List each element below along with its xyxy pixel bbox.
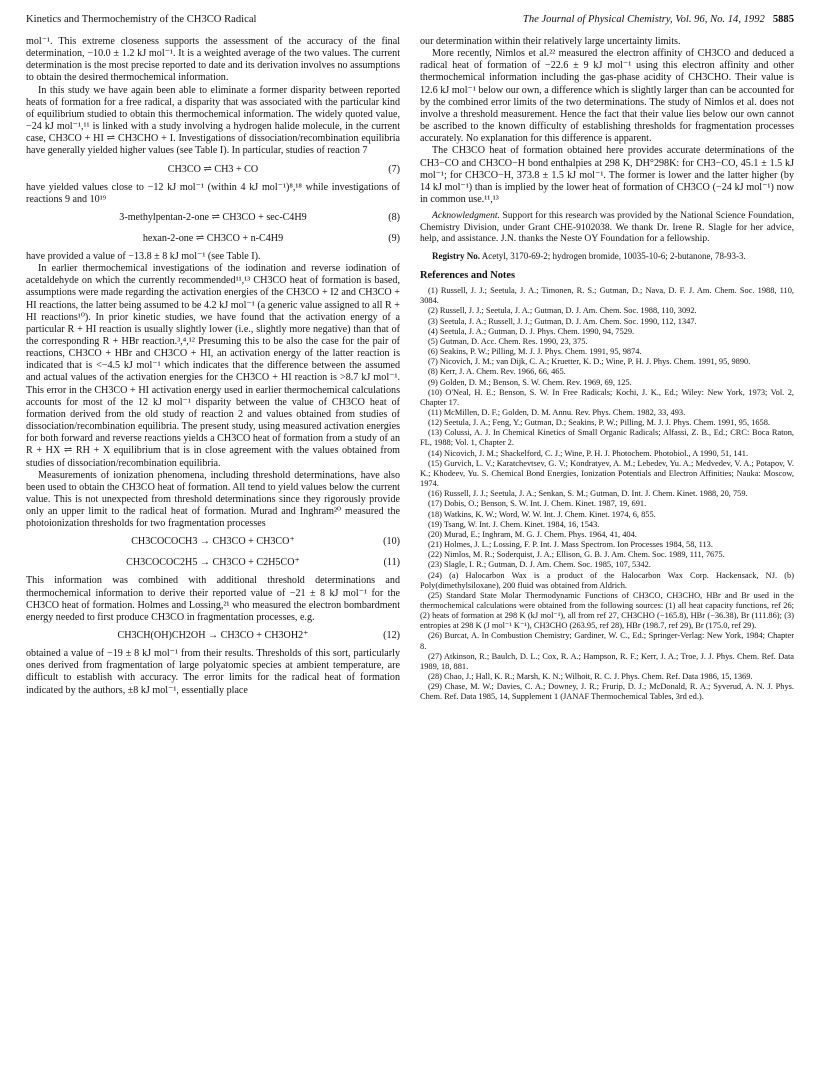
references-heading: References and Notes — [420, 269, 516, 281]
reference-item: (10) O'Neal, H. E.; Benson, S. W. In Free Radicals; Kochi, J. K., Ed.; Wiley: New York, 1973; Vol. 2, Chapter 17. — [420, 387, 794, 407]
equation-expression: 3-methylpentan-2-one ⇌ CH3CO + sec-C4H9 — [119, 211, 307, 223]
paragraph: have provided a value of −13.8 ± 8 kJ mol⁻¹ (see Table I). — [26, 250, 261, 262]
equation-number: (11) — [383, 557, 400, 569]
acknowledgment-text: Support for this research was provided by the National Science Foundation, Chemistry Division, under Grant CHE-9102038. We thank Dr. Irene R. Slagle for her advice, help, and assistance. J.N. thanks the Neste OY Foundation for a fellowship. — [420, 210, 794, 245]
reference-item: (3) Seetula, J. A.; Russell, J. J.; Gutman, D. J. Am. Chem. Soc. 1990, 112, 1347. — [428, 316, 697, 326]
reference-item: (23) Slagle, I. R.; Gutman, D. J. Am. Chem. Soc. 1985, 107, 5342. — [428, 560, 651, 570]
reference-item: (6) Seakins, P. W.; Pilling, M. J. J. Phys. Chem. 1991, 95, 9874. — [428, 347, 642, 357]
reference-item: (12) Seetula, J. A.; Feng, Y.; Gutman, D.; Seakins, P. W.; Pilling, M. J. J. Phys. Chem. 1991, 95, 1658. — [428, 418, 770, 428]
journal-citation — [523, 12, 794, 28]
reference-item: (17) Dobis, O.; Benson, S. W. Int. J. Chem. Kinet. 1987, 19, 691. — [428, 499, 647, 509]
reference-item: (18) Watkins, K. W.; Word, W. W. Int. J. Chem. Kinet. 1974, 6, 855. — [428, 509, 656, 519]
equation-expression: hexan-2-one ⇌ CH3CO + n-C4H9 — [142, 232, 284, 244]
equation-expression: CH3CH(OH)CH2OH → CH3CO + CH3OH2⁺ — [117, 630, 309, 642]
equation-12 — [26, 627, 400, 645]
reference-item: (15) Gurvich, L. V.; Karatchevtsev, G. V.; Kondratyev, A. M.; Lebedev, Yu. A.; Medvedev, V. A.; Potapov, V. K.; Khodeev, Yu. S. Chemical Bond Energies, Ionization Potentials and Electron Affinities; Nauka: Moscow, 1974. — [420, 458, 794, 489]
reference-item: (14) Nicovich, J. M.; Shackelford, C. J.; Wine, P. H. J. Photochem. Photobiol., A 1990, 51, 141. — [428, 448, 749, 458]
reference-item: (2) Russell, J. J.; Seetula, J. A.; Gutman, D. J. Am. Chem. Soc. 1988, 110, 3092. — [428, 306, 697, 316]
equation-8 — [26, 209, 400, 227]
paragraph: mol⁻¹. This extreme closeness supports the assessment of the accuracy of the final determination, −10.0 ± 1.2 kJ mol⁻¹. It is a weighted average of the two values. The current determination is the most precise reported to date and its derivation involves no assumptions to obtain the desired thermochemical information. — [26, 36, 400, 84]
equation-number: (10) — [383, 536, 400, 548]
acknowledgment-label: Acknowledgment. — [432, 210, 500, 222]
equation-number: (12) — [383, 630, 400, 642]
equation-expression: CH3COCOC2H5 → CH3CO + C2H5CO⁺ — [126, 557, 300, 569]
paragraph: More recently, Nimlos et al.²² measured the electron affinity of CH3CO and deduced a radical heat of formation of −22.6 ± 9 kJ mol⁻¹ using this electron affinity and other thermochemical information including the gas-phase acidity of CH3CHO. Their value is 12.6 kJ mol⁻¹ below our own, a difference which is slightly larger than can be accounted for by the combined error limits of the two determinations. The study of Nimlos et al. does not involve a threshold measurement. Hence the fact that their value lies below our own cannot be ascribed to the known difficulty of establishing thresholds for fragmentation processes accurately. No explanation for this difference is apparent. — [420, 48, 794, 145]
reference-item: (1) Russell, J. J.; Seetula, J. A.; Timonen, R. S.; Gutman, D.; Nava, D. F. J. Am. Chem. Soc. 1988, 110, 3084. — [420, 286, 794, 306]
reference-item: (7) Nicovich, J. M.; van Dijk, C. A.; Kruetter, K. D.; Wine, P. H. J. Phys. Chem. 1991, 95, 9890. — [428, 357, 751, 367]
paragraph: obtained a value of −19 ± 8 kJ mol⁻¹ from their results. Thresholds of this sort, particularly ones derived from fragmentation of large polyatomic species at ambient temperature, are difficult to establish with accuracy. The error limits for the radical heat of formation indicated by the authors, ±8 kJ mol⁻¹, essentially place — [26, 648, 400, 696]
reference-list — [420, 286, 794, 702]
registry-text: Acetyl, 3170-69-2; hydrogen bromide, 10035-10-6; 2-butanone, 78-93-3. — [480, 250, 746, 261]
reference-item: (29) Chase, M. W.; Davies, C. A.; Downey, J. R.; Frurip, D. J.; McDonald, R. A.; Syverud, A. N. J. Phys. Chem. Ref. Data 1985, 14, Supplement 1 (JANAF Thermochemical Tables, 3rd ed.). — [420, 682, 794, 702]
equation-10 — [26, 533, 400, 551]
reference-item: (9) Golden, D. M.; Benson, S. W. Chem. Rev. 1969, 69, 125. — [428, 377, 632, 387]
equation-expression: CH3CO ⇌ CH3 + CO — [167, 163, 259, 175]
paragraph: have yielded values close to −12 kJ mol⁻¹ (within 4 kJ mol⁻¹)⁸,¹⁸ while investigations of reactions 9 and 10¹⁹ — [26, 181, 400, 205]
acknowledgment — [420, 210, 794, 245]
reference-item: (20) Murad, E.; Inghram, M. G. J. Chem. Phys. 1964, 41, 404. — [428, 529, 637, 539]
reference-item: (19) Tsang, W. Int. J. Chem. Kinet. 1984, 16, 1543. — [428, 519, 600, 529]
registry-numbers — [420, 251, 794, 262]
equation-number: (9) — [388, 232, 400, 244]
reference-item: (8) Kerr, J. A. Chem. Rev. 1966, 66, 465. — [428, 367, 566, 377]
reference-item: (21) Holmes, J. L.; Lossing, F. P. Int. J. Mass Spectrom. Ion Processes 1984, 58, 113. — [428, 540, 713, 550]
equation-7 — [26, 161, 400, 179]
equation-9 — [26, 230, 400, 248]
running-header — [26, 12, 794, 28]
paragraph: The CH3CO heat of formation obtained here provides accurate determinations of the CH3−CO and CH3CO−H bond enthalpies at 298 K, DH°298K: for CH3−CO, 45.1 ± 1.5 kJ mol⁻¹; for CH3CO−H, 373.8 ± 1.5 kJ mol⁻¹. The former is lower and the latter higher (by 14 kJ mol⁻¹) than is implied by the lower heat of formation of CH3CO (−24 kJ mol⁻¹) now in common use.¹¹,¹³ — [420, 145, 794, 206]
reference-item: (13) Colussi, A. J. In Chemical Kinetics of Small Organic Radicals; Alfassi, Z. B., Ed.; CRC: Boca Raton, FL, 1988; Vol. 1, Chapter 2. — [420, 428, 794, 448]
reference-item: (24) (a) Halocarbon Wax is a product of the Halocarbon Wax Corp. Hackensack, NJ. (b) Poly(dimethylsiloxane), 200 fluid was obtained from Aldrich. — [420, 570, 794, 590]
paragraph: This information was combined with additional threshold determinations and thermochemical information to derive their reported value of −21 ± 8 kJ mol⁻¹ for the CH3CO heat of formation. Holmes and Lossing,²¹ who measured the electron bombardment energy needed to first produce CH3CO in fragmentation processes, e.g. — [26, 575, 400, 623]
paragraph: In this study we have again been able to eliminate a former disparity between reported heats of formation for a free radical, a disparity that was associated with the particular kind of equilibrium studied to obtain this thermochemical information. The widely quoted value, −24 kJ mol⁻¹,¹¹ is linked with a study involving a hydrogen halide molecule, in the current case, CH3CO + HI ⇌ CH3CHO + I. Investigations of dissociation/recombination equilibria have generally yielded higher values (see Table I). In particular, studies of reaction 7 — [26, 84, 400, 157]
reference-item: (26) Burcat, A. In Combustion Chemistry; Gardiner, W. C., Ed.; Springer-Verlag: New York, 1984; Chapter 8. — [420, 631, 794, 651]
page-number: 5885 — [772, 14, 794, 25]
paragraph: In earlier thermochemical investigations of the iodination and reverse iodination of acetaldehyde on which the currently recommended¹¹,¹³ CH3CO heat of formation is based, assumptions were made regarding the activation energies of the CH3CO + I2 and CH3CO + HI reactions, the latter being assumed to be 4.2 kJ mol⁻¹ (a generic value assigned to all R + HI reactions¹⁰). In prior kinetic studies, we have found that the activation energy of a particular R + HI reaction is usually slightly lower (i.e., slightly more negative) than that of the corresponding R + HBr reaction.³,⁴,¹² Presuming this to be also the case for the pair of reactions, CH3CO + HBr and CH3CO + HI, an activation energy of the latter reaction is indicated that is <−4.5 kJ mol⁻¹ which indicates that the difference between the assumed and actual values of the activation energies for the CH3CO + HI reaction is >8.7 kJ mol⁻¹. This error in the CH3CO + HI activation energy used in earlier thermochemical calculations accounts for most of the 12 kJ mol⁻¹ disparity between the value of CH3CO heat of formation derived from the old study of reaction 2 and values obtained from studies of dissociation/recombination equilibria. The present study, using measured activation energies for both forward and reverse reactions yields a CH3CO heat of formation from a study of an R + HX ⇌ RH + X equilibrium that is in close agreement with the values obtained from studies of dissociation/recombination equilibria. — [26, 263, 400, 469]
paragraph: Measurements of ionization phenomena, including threshold determinations, have also been used to obtain the CH3CO heat of formation. All tend to yield values below the current value. This is not unexpected from threshold determinations since they rigorously provide only an upper limit to the radical heat of formation. Murad and Inghram²⁰ measured the photoionization thresholds for two fragmentation processes — [26, 469, 400, 530]
registry-label: Registry No. — [432, 250, 480, 261]
equation-number: (8) — [388, 211, 400, 223]
reference-item: (22) Nimlos, M. R.; Soderquist, J. A.; Ellison, G. B. J. Am. Chem. Soc. 1989, 111, 7675. — [428, 550, 725, 560]
reference-item: (25) Standard State Molar Thermodynamic Functions of CH3CO, CH3CHO, HBr and Br used in the thermochemical calculations were obtained from the following sources: (1) all heat capacity functions, ref 26; (2) heats of formation at 298 K (kJ mol⁻¹), all from ref 27, CH3CHO (−165.8), HBr (−36.38), Br (111.86); (3) entropies at 298 K (J mol⁻¹ K⁻¹), CH3CHO (263.95, ref 28), HBr (198.7, ref 29), Br (175.0, ref 29). — [420, 590, 794, 631]
running-title: Kinetics and Thermochemistry of the CH3CO Radical — [26, 14, 257, 25]
equation-expression: CH3COCOCH3 → CH3CO + CH3CO⁺ — [131, 536, 295, 548]
reference-item: (28) Chao, J.; Hall, K. R.; Marsh, K. N.; Wilhoit, R. C. J. Phys. Chem. Ref. Data 1986, 15, 1369. — [428, 672, 753, 682]
reference-item: (27) Atkinson, R.; Baulch, D. L.; Cox, R. A.; Hampson, R. F.; Kerr, J. A.; Troe, J. J. Phys. Chem. Ref. Data 1989, 18, 881. — [420, 651, 794, 671]
reference-item: (16) Russell, J. J.; Seetula, J. A.; Senkan, S. M.; Gutman, D. Int. J. Chem. Kinet. 1988, 20, 759. — [428, 489, 748, 499]
reference-item: (4) Seetula, J. A.; Gutman, D. J. Phys. Chem. 1990, 94, 7529. — [428, 326, 635, 336]
left-column — [26, 36, 400, 697]
paragraph: our determination within their relatively large uncertainty limits. — [420, 36, 681, 47]
equation-11 — [26, 554, 400, 572]
reference-item: (5) Gutman, D. Acc. Chem. Res. 1990, 23, 375. — [428, 336, 588, 346]
journal-name: The Journal of Physical Chemistry, Vol. 96, No. 14, 1992 — [522, 14, 765, 25]
equation-number: (7) — [388, 163, 400, 175]
reference-item: (11) McMillen, D. F.; Golden, D. M. Annu. Rev. Phys. Chem. 1982, 33, 493. — [428, 408, 686, 417]
right-column — [420, 36, 794, 703]
